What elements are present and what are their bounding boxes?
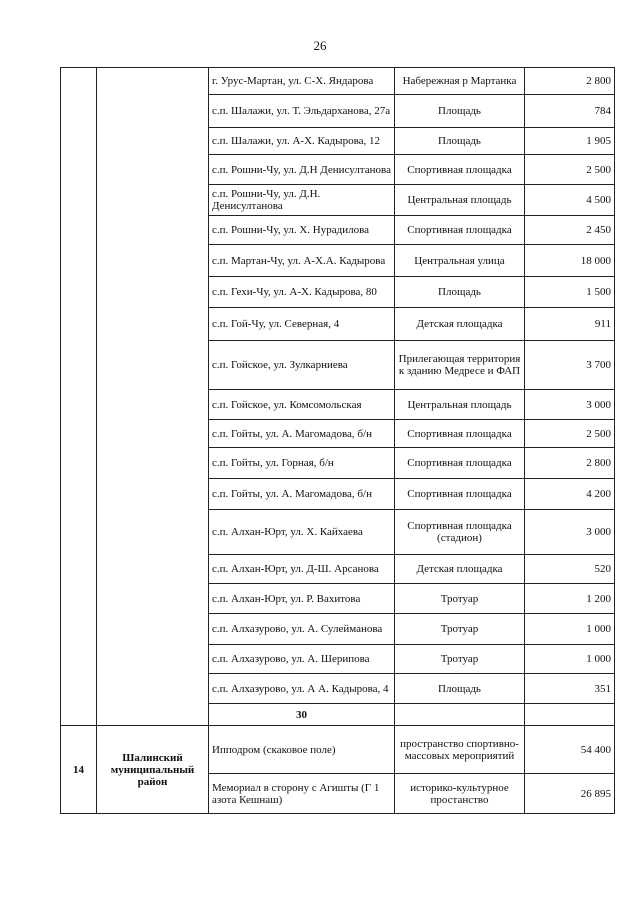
table-row <box>61 68 615 95</box>
address-cell: Мемориал в сторону с Агишты (Г 1 азота Кешнаш) <box>209 774 395 814</box>
area-cell: 1 905 <box>525 128 615 155</box>
place-cell: Площадь <box>395 674 525 704</box>
address-cell: с.п. Алхан-Юрт, ул. Х. Кайхаева <box>209 510 395 555</box>
address-cell: с.п. Шалажи, ул. Т. Эльдарханова, 27а <box>209 95 395 128</box>
area-cell: 54 400 <box>525 726 615 774</box>
number-cell <box>61 68 97 726</box>
area-cell: 2 800 <box>525 68 615 95</box>
place-cell: Центральная улица <box>395 245 525 277</box>
address-cell: с.п. Гехи-Чу, ул. А-Х. Кадырова, 80 <box>209 277 395 308</box>
place-cell: Спортивная площадка <box>395 420 525 448</box>
address-cell: с.п. Гойты, ул. Горная, б/н <box>209 448 395 479</box>
empty-cell <box>395 704 525 726</box>
place-cell: Детская площадка <box>395 308 525 341</box>
address-cell: с.п. Алхазурово, ул. А А. Кадырова, 4 <box>209 674 395 704</box>
area-cell: 2 800 <box>525 448 615 479</box>
address-cell: с.п. Гойты, ул. А. Магомадова, б/н <box>209 479 395 510</box>
address-cell: с.п. Алхазурово, ул. А. Шерипова <box>209 645 395 674</box>
area-cell: 26 895 <box>525 774 615 814</box>
place-cell: Прилегающая территория к зданию Медресе и ФАП <box>395 341 525 390</box>
address-cell: с.п. Рошни-Чу, ул. Д.Н. Денисултанова <box>209 185 395 216</box>
area-cell: 4 200 <box>525 479 615 510</box>
place-cell: Спортивная площадка <box>395 479 525 510</box>
place-cell: Площадь <box>395 95 525 128</box>
place-cell: Спортивная площадка (стадион) <box>395 510 525 555</box>
area-cell: 1 200 <box>525 584 615 614</box>
area-cell: 2 500 <box>525 155 615 185</box>
place-cell: Набережная р Мартанка <box>395 68 525 95</box>
place-cell: пространство спортивно-массовых мероприятий <box>395 726 525 774</box>
empty-cell <box>525 704 615 726</box>
address-cell: г. Урус-Мартан, ул. С-Х. Яндарова <box>209 68 395 95</box>
page-number: 26 <box>313 38 327 53</box>
district-name: Шалинский муниципальный район <box>97 726 209 814</box>
address-cell: с.п. Алхан-Юрт, ул. Р. Вахитова <box>209 584 395 614</box>
area-cell: 1 500 <box>525 277 615 308</box>
place-cell: Спортивная площадка <box>395 448 525 479</box>
area-cell: 3 000 <box>525 390 615 420</box>
address-cell: с.п. Рошни-Чу, ул. Д.Н Денисултанова <box>209 155 395 185</box>
table-row <box>61 726 615 774</box>
place-cell: Тротуар <box>395 584 525 614</box>
place-cell: Спортивная площадка <box>395 155 525 185</box>
address-cell: с.п. Шалажи, ул. А-Х. Кадырова, 12 <box>209 128 395 155</box>
address-cell: с.п. Гой-Чу, ул. Северная, 4 <box>209 308 395 341</box>
address-cell: с.п. Мартан-Чу, ул. А-Х.А. Кадырова <box>209 245 395 277</box>
place-cell: историко-культурное простанство <box>395 774 525 814</box>
address-cell: с.п. Гойское, ул. Зулкарниева <box>209 341 395 390</box>
area-cell: 1 000 <box>525 614 615 645</box>
address-cell: с.п. Рошни-Чу, ул. Х. Нурадилова <box>209 216 395 245</box>
area-cell: 2 500 <box>525 420 615 448</box>
area-cell: 1 000 <box>525 645 615 674</box>
area-cell: 351 <box>525 674 615 704</box>
place-cell: Тротуар <box>395 614 525 645</box>
area-cell: 18 000 <box>525 245 615 277</box>
district-cell <box>97 68 209 726</box>
place-cell: Тротуар <box>395 645 525 674</box>
address-cell: Ипподром (скаковое поле) <box>209 726 395 774</box>
address-cell: с.п. Алхазурово, ул. А. Сулейманова <box>209 614 395 645</box>
district-number: 14 <box>61 726 97 814</box>
area-cell: 911 <box>525 308 615 341</box>
objects-table <box>60 67 615 814</box>
total-value: 30 <box>209 704 395 726</box>
area-cell: 2 450 <box>525 216 615 245</box>
table-body <box>61 68 615 814</box>
address-cell: с.п. Алхан-Юрт, ул. Д-Ш. Арсанова <box>209 555 395 584</box>
place-cell: Центральная площадь <box>395 390 525 420</box>
address-cell: с.п. Гойское, ул. Комсомольская <box>209 390 395 420</box>
area-cell: 784 <box>525 95 615 128</box>
address-cell: с.п. Гойты, ул. А. Магомадова, б/н <box>209 420 395 448</box>
place-cell: Площадь <box>395 277 525 308</box>
place-cell: Спортивная площадка <box>395 216 525 245</box>
area-cell: 3 700 <box>525 341 615 390</box>
area-cell: 4 500 <box>525 185 615 216</box>
place-cell: Центральная площадь <box>395 185 525 216</box>
area-cell: 3 000 <box>525 510 615 555</box>
place-cell: Площадь <box>395 128 525 155</box>
area-cell: 520 <box>525 555 615 584</box>
place-cell: Детская площадка <box>395 555 525 584</box>
